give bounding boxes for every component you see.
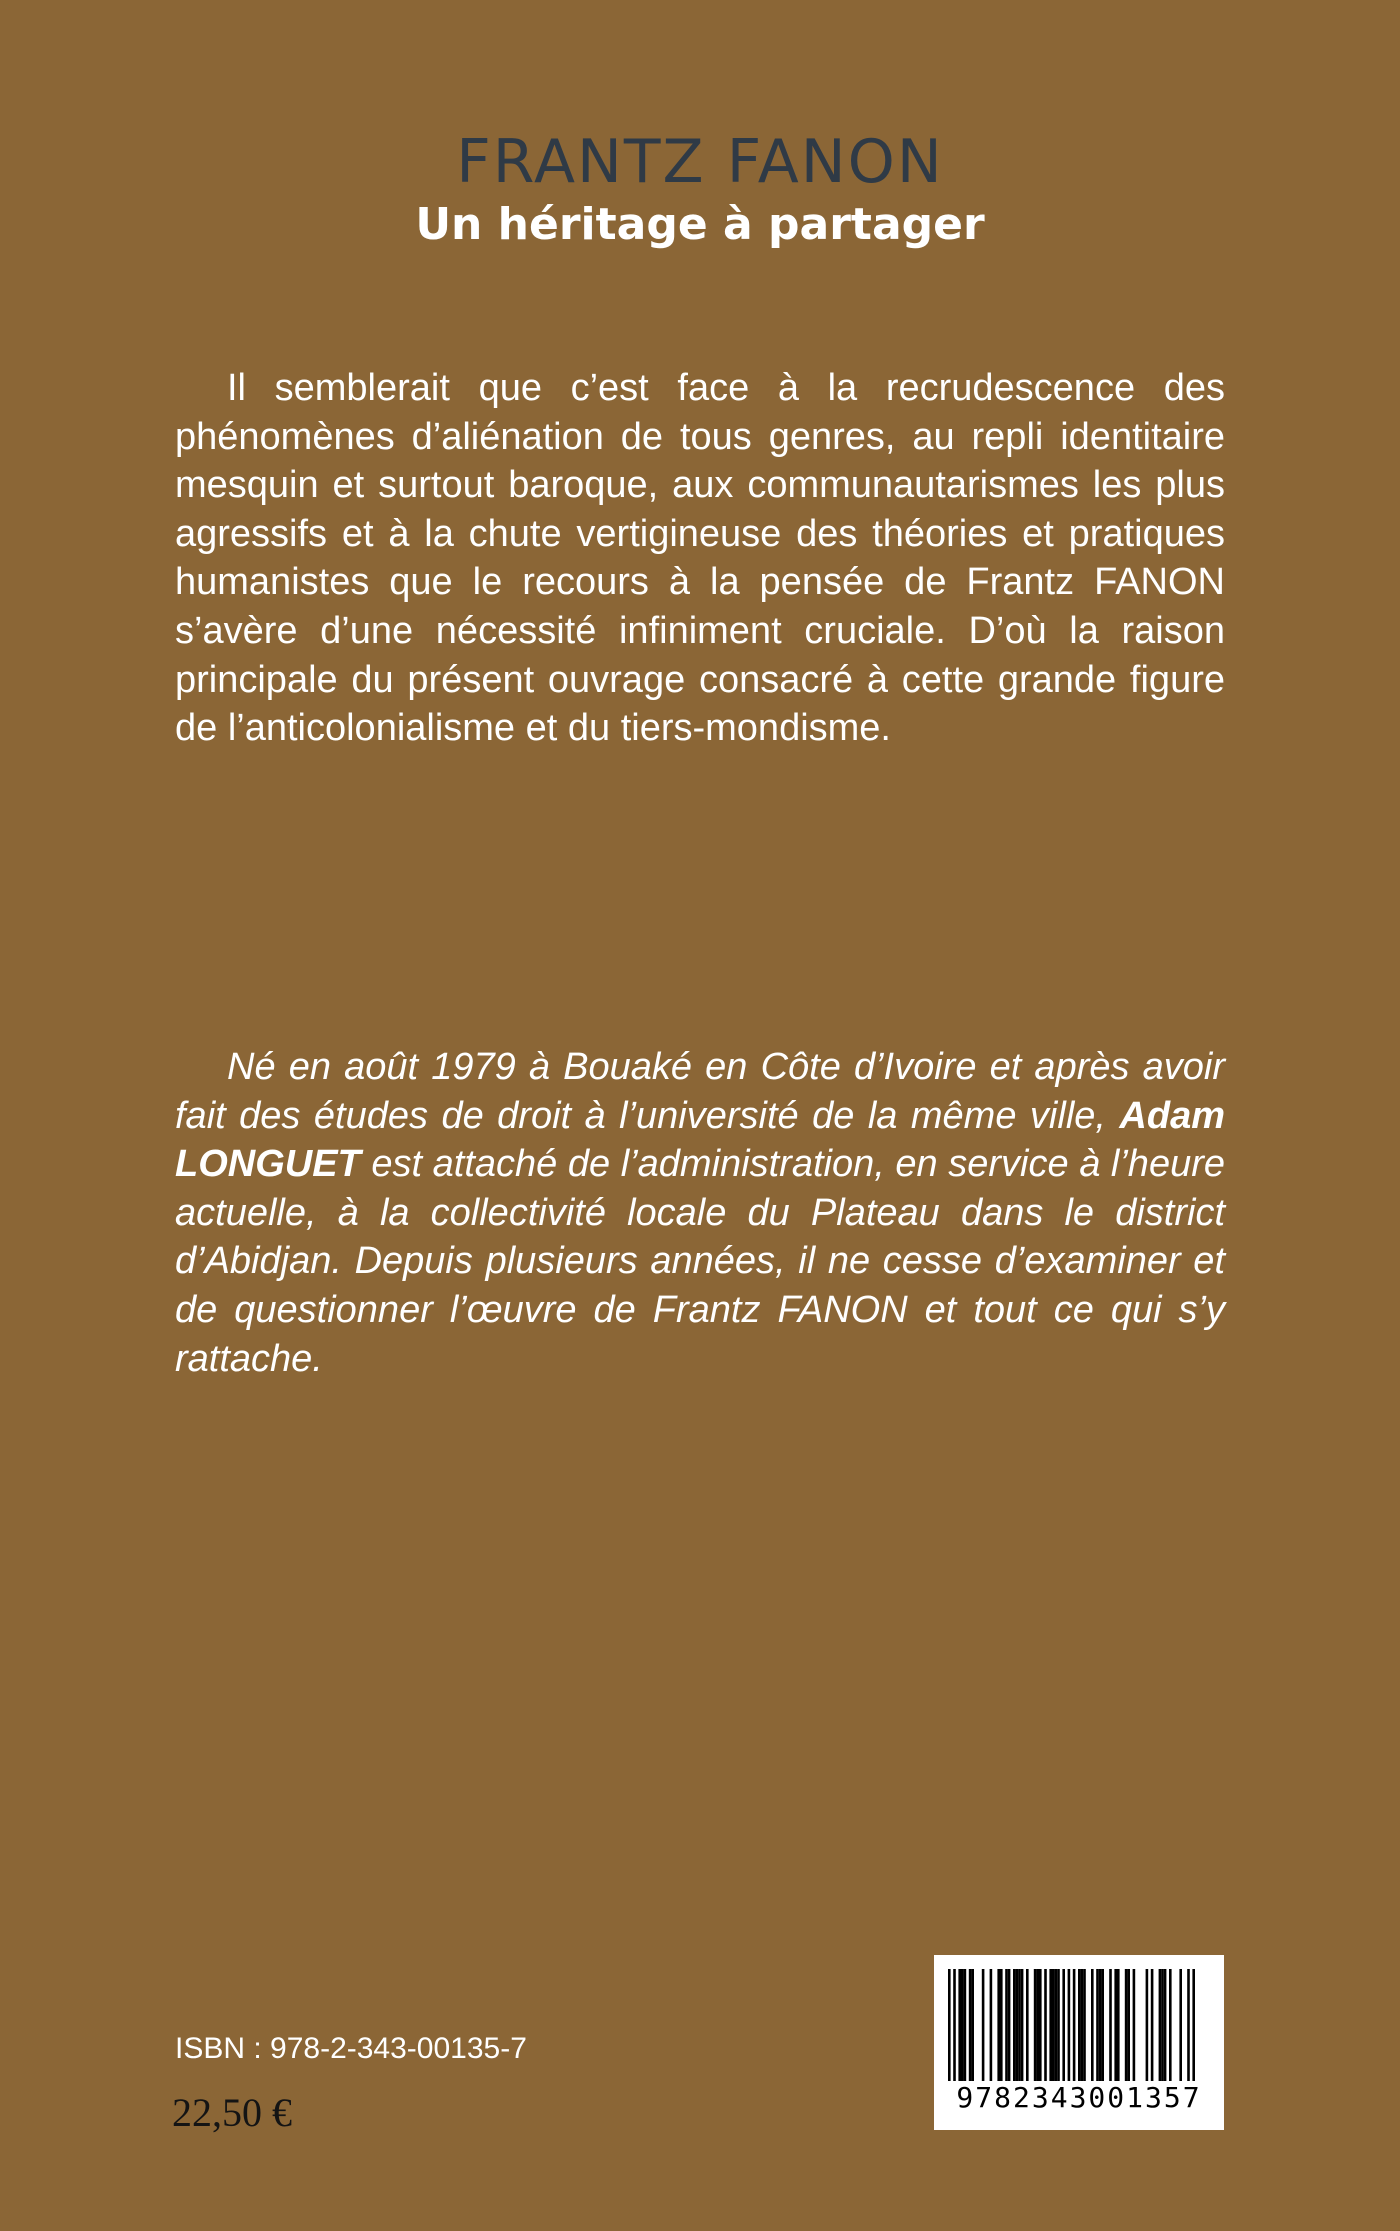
- barcode-bar: [1005, 1969, 1008, 2081]
- barcode-bar: [1179, 1969, 1182, 2081]
- author-name: Adam LONGUET: [175, 1094, 1225, 1186]
- barcode-bar: [969, 1969, 972, 2081]
- barcode-bar: [1026, 1969, 1029, 2081]
- barcode-bar: [1013, 1969, 1016, 2081]
- barcode-bar: [1109, 1969, 1112, 2081]
- price-label: 22,50 €: [172, 2090, 292, 2135]
- barcode-bar: [1016, 1969, 1019, 2081]
- barcode-bar: [1114, 1969, 1117, 2081]
- barcode-bar: [958, 1969, 961, 2081]
- barcode-bar: [1133, 1969, 1136, 2081]
- barcode-bar: [1125, 1969, 1128, 2081]
- barcode-bar: [997, 1969, 1000, 2081]
- barcode-digits: 9782343001357: [956, 2081, 1202, 2114]
- barcode-bar: [1062, 1969, 1065, 2081]
- barcode-bar: [1068, 1969, 1071, 2081]
- barcode-bar: [1161, 1969, 1164, 2081]
- barcode-bar: [1057, 1969, 1060, 2081]
- barcode-bar: [1099, 1969, 1102, 2081]
- barcode-bar: [1192, 1969, 1195, 2081]
- barcode-bar: [1008, 1969, 1011, 2081]
- barcode-bar: [1000, 1969, 1003, 2081]
- barcode-bar: [1073, 1969, 1076, 2081]
- barcode-bar: [948, 1969, 951, 2081]
- summary-paragraph: Il semblerait que c’est face à la recrudescence des phénomènes d’aliénation de tous genres, au repli identitaire mesquin et surtout baroque, aux communautarismes les plus agressifs et à la chute vertigineuse des théories et pratiques humanistes que le recours à la pensée de Frantz FANON s’avère d’une nécessité infiniment cruciale. D’où la raison principale du présent ouvrage consacré à cette grande figure de l’anticolonialisme et du tiers-mondisme.: [175, 367, 1225, 750]
- barcode-bar: [1117, 1969, 1120, 2081]
- barcode-bar: [1096, 1969, 1099, 2081]
- barcode-bar: [971, 1969, 974, 2081]
- barcode-bar: [1078, 1969, 1081, 2081]
- author-bio-rest: est attaché de l’administration, en service à l’heure actuelle, à la collectivité locale du Plateau dans le district d’Abidjan. Depuis plusieurs années, il ne cesse d’examiner et de questionner l’œuvre de Frantz FANON et tout ce qui s’y rattache.: [175, 1143, 1225, 1380]
- barcode-bar: [982, 1969, 985, 2081]
- barcode-bar: [1159, 1969, 1162, 2081]
- barcode-bar: [1151, 1969, 1154, 2081]
- barcode-bar: [990, 1969, 993, 2081]
- barcode-bar: [1187, 1969, 1190, 2081]
- author-bio-paragraph: [175, 1043, 1225, 1383]
- barcode-bar: [1169, 1969, 1172, 2081]
- barcode-bar: [964, 1969, 967, 2081]
- isbn-label: ISBN : 978-2-343-00135-7: [175, 2032, 527, 2065]
- barcode-bar: [1055, 1969, 1058, 2081]
- barcode-bar: [1039, 1969, 1042, 2081]
- book-subtitle: Un héritage à partager: [415, 199, 985, 250]
- barcode-bar: [1091, 1969, 1094, 2081]
- barcode-bars-icon: [948, 1969, 1210, 2081]
- barcode-bar: [953, 1969, 956, 2081]
- barcode-bar: [1034, 1969, 1037, 2081]
- barcode-bar: [1127, 1969, 1130, 2081]
- barcode: [934, 1955, 1224, 2130]
- barcode-bar: [1081, 1969, 1084, 2081]
- barcode-bar: [1049, 1969, 1052, 2081]
- barcode-bar: [1083, 1969, 1086, 2081]
- barcode-bar: [961, 1969, 964, 2081]
- barcode-bar: [1052, 1969, 1055, 2081]
- author-bio-intro: Né en août 1979 à Bouaké en Côte d’Ivoire et après avoir fait des études de droit à l’université de la même ville,: [175, 1046, 1225, 1137]
- barcode-bar: [1044, 1969, 1047, 2081]
- barcode-bar: [1036, 1969, 1039, 2081]
- barcode-bar: [1018, 1969, 1021, 2081]
- barcode-bar: [1146, 1969, 1149, 2081]
- barcode-bar: [1021, 1969, 1024, 2081]
- barcode-bar: [1164, 1969, 1167, 2081]
- barcode-bar: [1101, 1969, 1104, 2081]
- book-title: FRANTZ FANON: [456, 127, 944, 197]
